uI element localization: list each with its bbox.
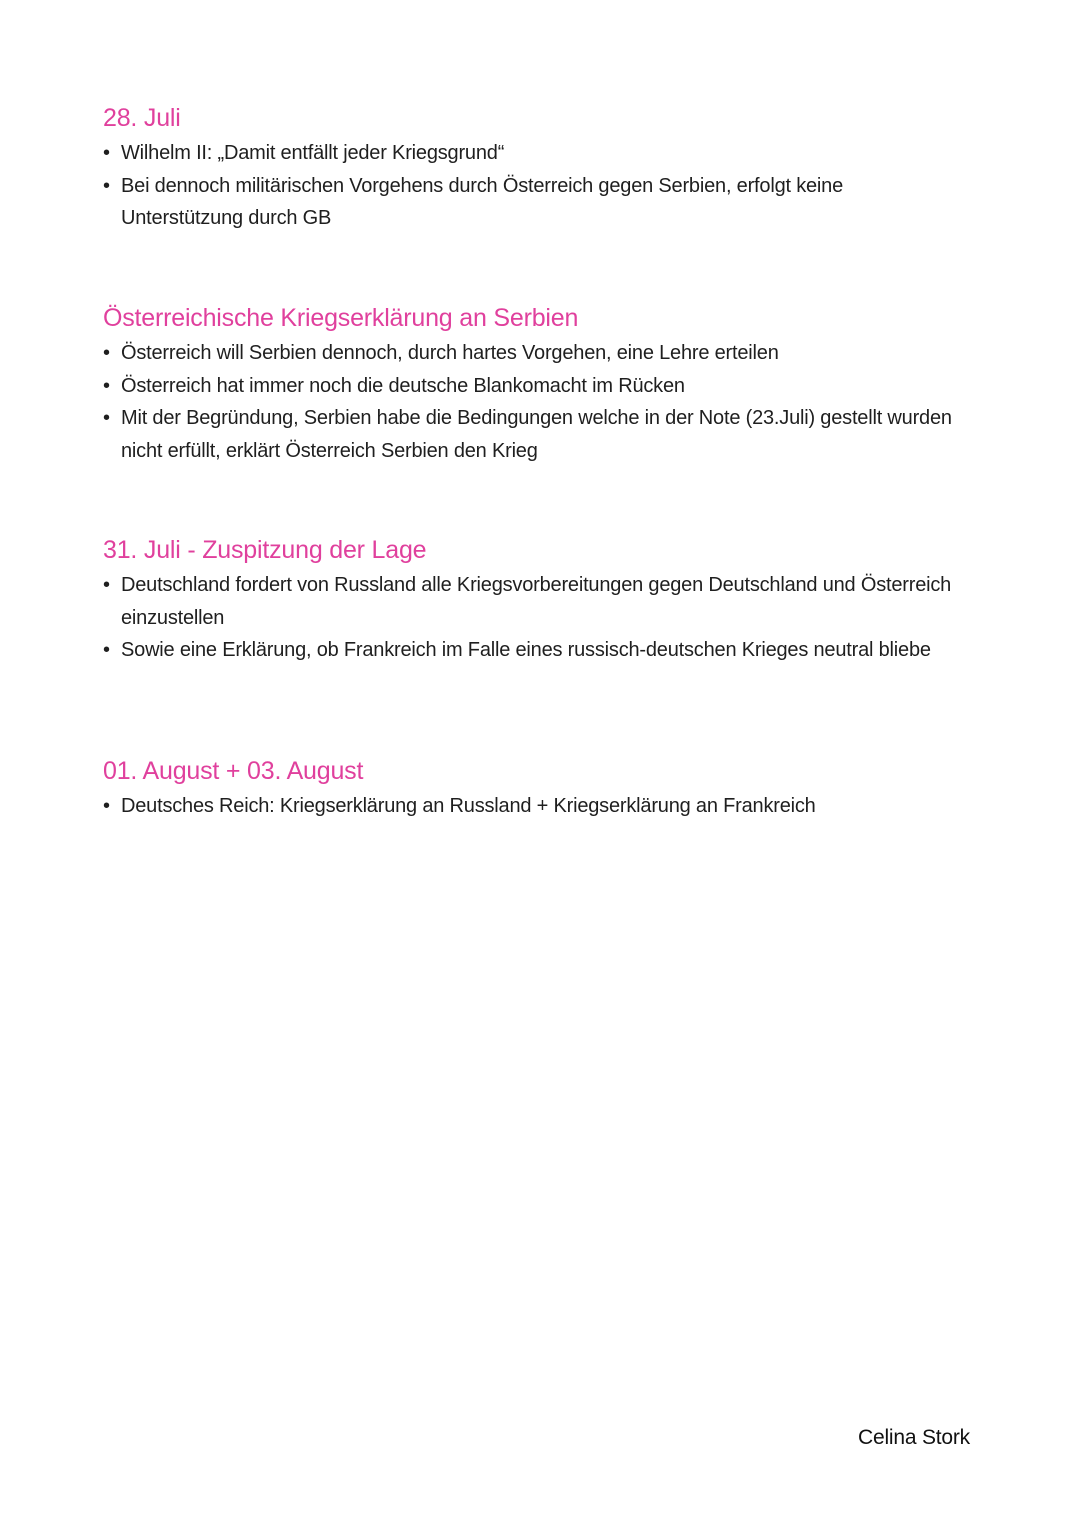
list-item-text: Sowie eine Erklärung, ob Frankreich im Falle eines russisch-deutschen Krieges neutral bliebe: [121, 639, 931, 661]
list-item-text: Österreich hat immer noch die deutsche Blankomacht im Rücken: [121, 374, 685, 397]
bullet-icon: •: [103, 407, 110, 429]
bullet-list: [103, 137, 963, 235]
list-item: [103, 790, 963, 823]
bullet-list: [103, 790, 963, 823]
list-item-text: Deutsches Reich: Kriegserklärung an Russland + Kriegserklärung an Frankreich: [121, 795, 816, 817]
list-item: [103, 634, 963, 667]
bullet-icon: •: [103, 174, 110, 197]
bullet-icon: •: [103, 574, 110, 596]
section-31-juli: [103, 535, 963, 667]
author-name: Celina Stork: [858, 1426, 970, 1449]
bullet-icon: •: [103, 639, 110, 661]
list-item: [103, 402, 963, 467]
list-item-text: Deutschland fordert von Russland alle Kriegsvorbereitungen gegen Deutschland und Österreich einzustellen: [121, 574, 952, 629]
section-august: [103, 756, 963, 823]
bullet-list: [103, 337, 963, 467]
bullet-icon: •: [103, 795, 110, 817]
list-item: [103, 137, 963, 170]
list-item-text: Österreich will Serbien dennoch, durch hartes Vorgehen, eine Lehre erteilen: [121, 342, 779, 364]
list-item: [103, 170, 963, 235]
list-item: [103, 569, 963, 634]
section-heading: 31. Juli - Zuspitzung der Lage: [103, 536, 427, 564]
bullet-icon: •: [103, 342, 110, 364]
bullet-icon: •: [103, 374, 110, 397]
section-kriegserklaerung-serbien: [103, 303, 963, 467]
list-item: [103, 370, 963, 403]
list-item-text: Wilhelm II: „Damit entfällt jeder Kriegsgrund“: [121, 142, 505, 164]
list-item-text: Bei dennoch militärischen Vorgehens durch Österreich gegen Serbien, erfolgt keine Unterstützung durch GB: [121, 174, 844, 229]
list-item: [103, 337, 963, 370]
list-item-text: Mit der Begründung, Serbien habe die Bedingungen welche in der Note (23.Juli) gestellt wurden nicht erfüllt, erklärt Österreich Serbien den Krieg: [121, 407, 952, 462]
section-heading: 01. August + 03. August: [103, 757, 364, 785]
bullet-list: [103, 569, 963, 667]
section-heading: 28. Juli: [103, 104, 181, 132]
bullet-icon: •: [103, 142, 110, 164]
section-28-juli: [103, 103, 963, 235]
section-heading: Österreichische Kriegserklärung an Serbien: [103, 304, 579, 332]
